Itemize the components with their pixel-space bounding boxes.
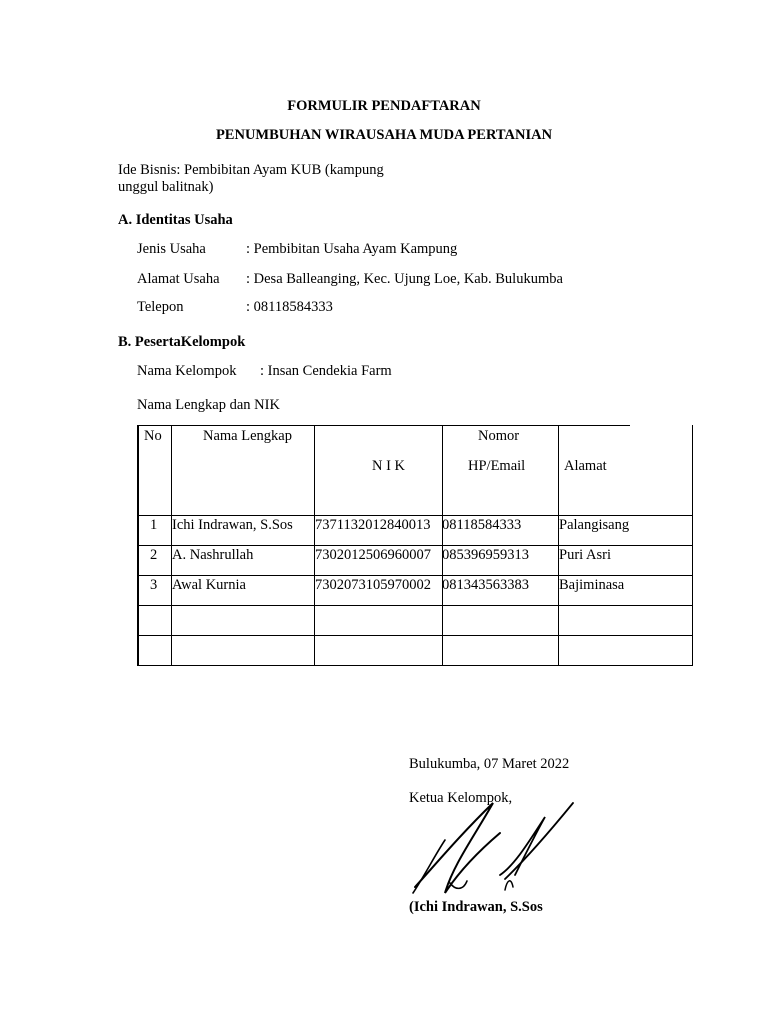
row-nik: 7371132012840013 [315,517,431,533]
section-b-heading: B. PesertaKelompok [118,334,246,350]
group-name-label: Nama Kelompok [137,363,237,379]
row-phone: 085396959313 [442,547,529,563]
group-name-value: : Insan Cendekia Farm [260,363,392,379]
header-contact-line2: HP/Email [468,458,526,474]
row-address: Bajiminasa [559,577,625,593]
form-title: FORMULIR PENDAFTARAN [287,98,481,114]
row-nik: 7302012506960007 [315,547,431,563]
header-nik: N I K [372,458,406,474]
business-type-value: : Pembibitan Usaha Ayam Kampung [246,241,458,257]
section-a-heading: A. Identitas Usaha [118,212,233,228]
business-type-label: Jenis Usaha [137,241,206,257]
place-date: Bulukumba, 07 Maret 2022 [409,756,570,772]
business-address-value: : Desa Balleanging, Kec. Ujung Loe, Kab. Bulukumba [246,271,563,287]
signer-name: (Ichi Indrawan, S.Sos [409,899,543,915]
row-phone: 08118584333 [442,517,522,533]
row-name: A. Nashrullah [172,547,254,563]
member-list-title: Nama Lengkap dan NIK [137,397,280,413]
row-no: 3 [150,577,158,593]
row-no: 2 [150,547,158,563]
header-name: Nama Lengkap [203,428,292,444]
row-phone: 081343563383 [442,577,529,593]
header-no: No [144,428,162,444]
row-name: Awal Kurnia [172,577,246,593]
business-idea-line2: unggul balitnak) [118,179,214,195]
leader-role: Ketua Kelompok, [409,790,513,806]
phone-value: : 08118584333 [246,299,333,315]
row-nik: 7302073105970002 [315,577,431,593]
row-name: Ichi Indrawan, S.Sos [172,517,293,533]
row-address: Palangisang [559,517,630,533]
row-no: 1 [150,517,158,533]
row-address: Puri Asri [559,547,611,563]
signature-image [405,795,585,900]
business-address-label: Alamat Usaha [137,271,220,287]
phone-label: Telepon [137,299,184,315]
business-idea-line1: Ide Bisnis: Pembibitan Ayam KUB (kampung [118,162,384,178]
form-subtitle: PENUMBUHAN WIRAUSAHA MUDA PERTANIAN [215,127,553,143]
header-contact-line1: Nomor [478,428,520,444]
header-address: Alamat [564,458,607,474]
